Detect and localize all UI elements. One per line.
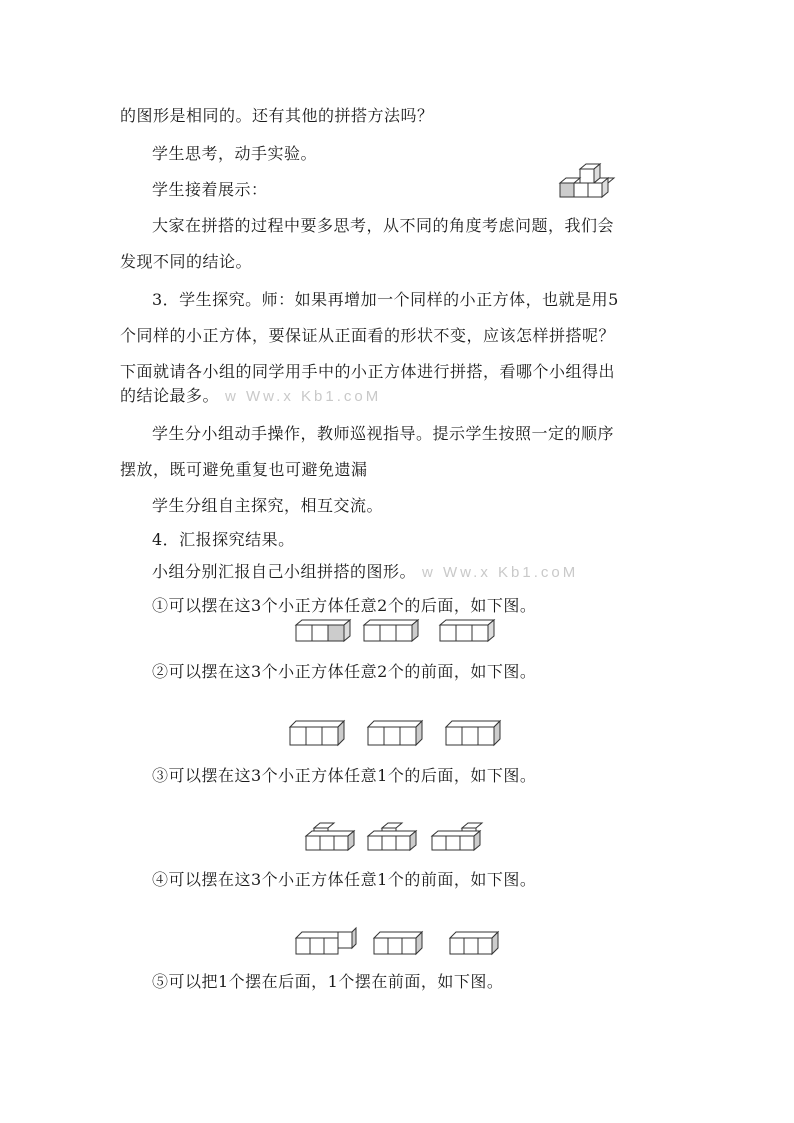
paragraph-line	[152, 562, 578, 583]
paragraph-line: 摆放，既可避免重复也可避免遗漏	[120, 460, 368, 479]
watermark: w Ww.x Kb1.coM	[422, 564, 579, 581]
paragraph-line: 发现不同的结论。	[120, 252, 253, 271]
paragraph-line: 学生思考，动手实验。	[152, 144, 318, 163]
paragraph-text: 小组分别汇报自己小组拼搭的图形。	[152, 562, 417, 581]
cube-figure-shown	[556, 163, 618, 199]
section-heading: 4．汇报探究结果。	[152, 530, 295, 549]
paragraph-line	[120, 386, 381, 407]
list-item: ⑤可以把1个摆在后面，1个摆在前面，如下图。	[152, 972, 504, 991]
paragraph-line: 学生分组自主探究，相互交流。	[152, 496, 384, 515]
cube-figure-row-1	[294, 615, 504, 649]
paragraph-line: 大家在拼搭的过程中要多思考，从不同的角度考虑问题，我们会	[152, 216, 615, 235]
paragraph-line: 个同样的小正方体，要保证从正面看的形状不变，应该怎样拼搭呢？	[120, 326, 616, 345]
paragraph-line: 的图形是相同的。还有其他的拼搭方法吗？	[120, 106, 434, 125]
list-item: ②可以摆在这3个小正方体任意2个的前面，如下图。	[152, 662, 537, 681]
paragraph-line: 学生接着展示：	[152, 180, 268, 199]
paragraph-line: 学生分小组动手操作，教师巡视指导。提示学生按照一定的顺序	[152, 424, 615, 443]
paragraph-line: 下面就请各小组的同学用手中的小正方体进行拼搭，看哪个小组得出	[120, 362, 616, 381]
paragraph-text: 的结论最多。	[120, 386, 220, 405]
list-item: ①可以摆在这3个小正方体任意2个的后面，如下图。	[152, 596, 537, 615]
list-item: ④可以摆在这3个小正方体任意1个的前面，如下图。	[152, 870, 537, 889]
paragraph-line: 3．学生探究。师：如果再增加一个同样的小正方体，也就是用5	[152, 290, 619, 309]
cube-figure-row-3	[304, 822, 494, 854]
cube-figure-row-2	[288, 715, 508, 749]
cube-figure-row-4	[294, 926, 504, 958]
watermark: w Ww.x Kb1.coM	[225, 388, 382, 405]
list-item: ③可以摆在这3个小正方体任意1个的后面，如下图。	[152, 766, 537, 785]
